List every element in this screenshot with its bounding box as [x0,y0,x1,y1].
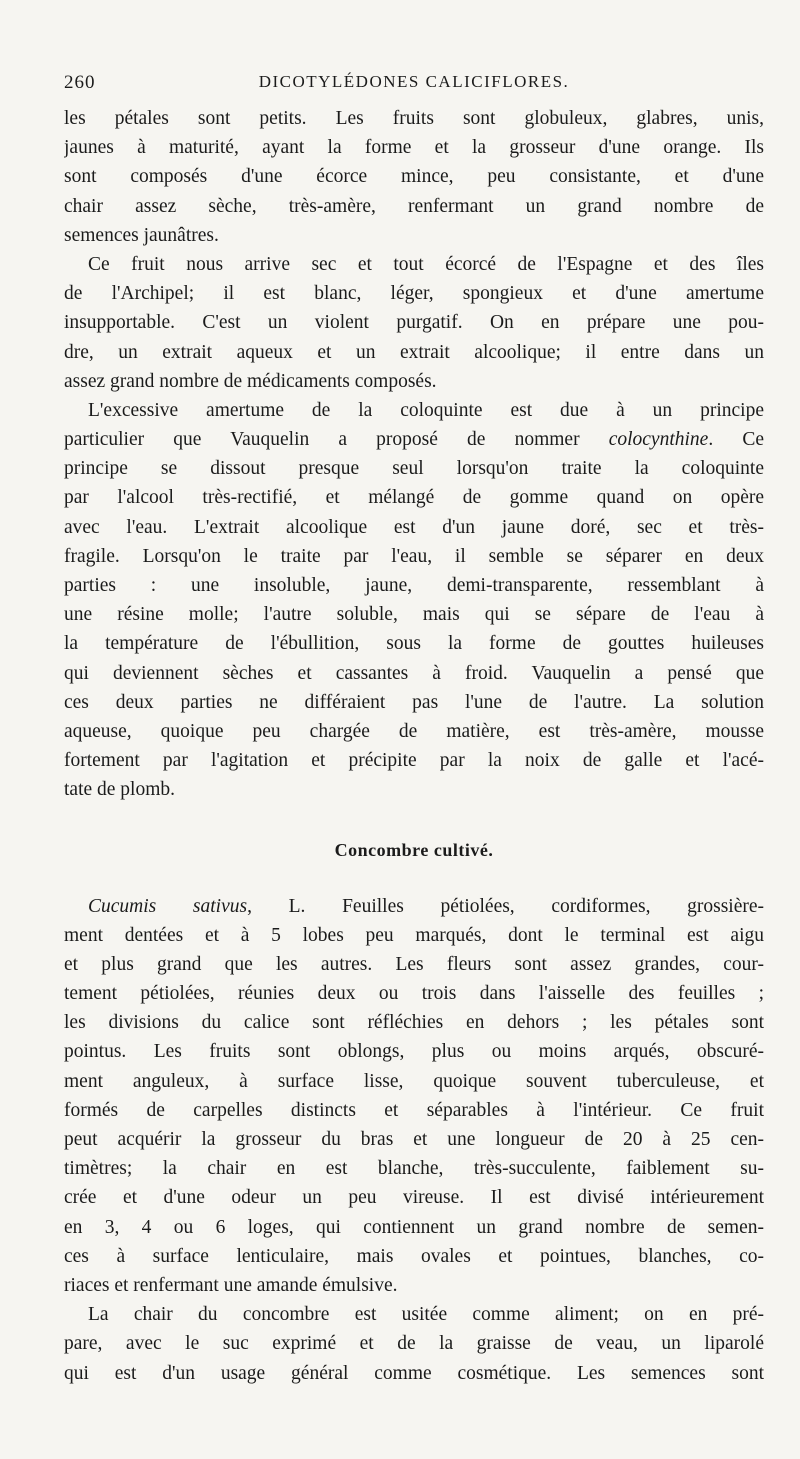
text-run: particulier que Vauquelin a proposé de nommer [64,429,609,451]
text-line: La chair du concombre est usitée comme aliment; on en pré- [88,1304,764,1326]
paragraph-2 [64,250,764,396]
paragraph-1 [64,104,764,250]
text-line: assez grand nombre de médicaments composés. [64,370,437,392]
text-line: crée et d'une odeur un peu vireuse. Il est divisé intérieurement [64,1187,764,1209]
text-line: fragile. Lorsqu'on le traite par l'eau, il semble se séparer en deux [64,545,764,567]
text-line: L'excessive amertume de la coloquinte est due à un principe [88,399,764,421]
text-line: jaunes à maturité, ayant la forme et la grosseur d'une orange. Ils [64,137,764,159]
text-line: timètres; la chair en est blanche, très-succulente, faiblement su- [64,1158,764,1180]
text-line: peut acquérir la grosseur du bras et une longueur de 20 à 25 cen- [64,1129,764,1150]
text-line: sont composés d'une écorce mince, peu consistante, et d'une [64,166,764,188]
text-line: qui deviennent sèches et cassantes à froid. Vauquelin a pensé que [64,662,764,684]
text-line: ment dentées et à 5 lobes peu marqués, dont le terminal est aigu [64,924,764,946]
text-line: les divisions du calice sont réfléchies en dehors ; les pétales sont [64,1012,764,1034]
text-line: aqueuse, quoique peu chargée de matière, est très-amère, mousse [64,720,764,742]
text-line: qui est d'un usage général comme cosmétique. Les semences sont [64,1362,764,1384]
text-line: et plus grand que les autres. Les fleurs sont assez grandes, cour- [64,953,764,975]
text-line: dre, un extrait aqueux et un extrait alcoolique; il entre dans un [64,341,764,363]
text-line: les pétales sont petits. Les fruits sont globuleux, glabres, unis, [64,108,764,129]
text-line [64,892,764,921]
text-line: ment anguleux, à surface lisse, quoique souvent tuberculeuse, et [64,1070,764,1092]
page-body [64,104,764,1388]
text-line: parties : une insoluble, jaune, demi-transparente, ressemblant à [64,575,764,596]
text-line: Ce fruit nous arrive sec et tout écorcé de l'Espagne et des îles [88,253,764,275]
text-line: semences jaunâtres. [64,224,219,246]
section-title: Concombre cultivé. [334,839,494,860]
italic-term-colocynthine: colocynthine [608,429,709,451]
text-line: fortement par l'agitation et précipite par la noix de galle et l'acé- [64,750,764,772]
text-line: formés de carpelles distincts et séparables à l'intérieur. Ce fruit [64,1099,764,1121]
text-line: ces deux parties ne différaient pas l'une de l'autre. La solution [64,691,764,713]
running-title: DICOTYLÉDONES CALICIFLORES. [258,72,570,91]
section-spacer [64,865,764,892]
page-number: 260 [64,72,96,93]
italic-species-name: Cucumis sativus [88,895,248,917]
text-line: par l'alcool très-rectifié, et mélangé de gomme quand on opère [64,487,764,509]
text-line: chair assez sèche, très-amère, renfermant un grand nombre de [64,195,764,217]
text-line: pointus. Les fruits sont oblongs, plus ou moins arqués, obscuré- [64,1041,764,1063]
paragraph-4 [64,892,764,1301]
text-line: principe se dissout presque seul lorsqu'on traite la coloquinte [64,458,764,480]
text-line: tate de plomb. [64,779,176,801]
section-spacer [64,805,764,836]
text-line: riaces et renfermant une amande émulsive. [64,1274,398,1296]
page-header [64,72,764,98]
text-line: pare, avec le suc exprimé et de la graisse de veau, un liparolé [64,1333,764,1355]
text-line: insupportable. C'est un violent purgatif. On en prépare une pou- [64,312,764,334]
text-line: la température de l'ébullition, sous la forme de gouttes huileuses [64,633,764,655]
text-run: , L. Feuilles pétiolées, cordiformes, grossière- [247,895,764,917]
text-line: en 3, 4 ou 6 loges, qui contiennent un grand nombre de semen- [64,1216,764,1238]
paragraph-3 [64,396,764,805]
text-line: avec l'eau. L'extrait alcoolique est d'un jaune doré, sec et très- [64,516,764,538]
text-run: . Ce [708,429,764,451]
text-line: de l'Archipel; il est blanc, léger, spongieux et d'une amertume [64,283,764,305]
paragraph-5 [64,1300,764,1388]
text-line: une résine molle; l'autre soluble, mais qui se sépare de l'eau à [64,604,764,626]
text-line: ces à surface lenticulaire, mais ovales et pointues, blanches, co- [64,1245,764,1267]
text-line [64,425,764,454]
text-line: tement pétiolées, réunies deux ou trois dans l'aisselle des feuilles ; [64,983,764,1005]
